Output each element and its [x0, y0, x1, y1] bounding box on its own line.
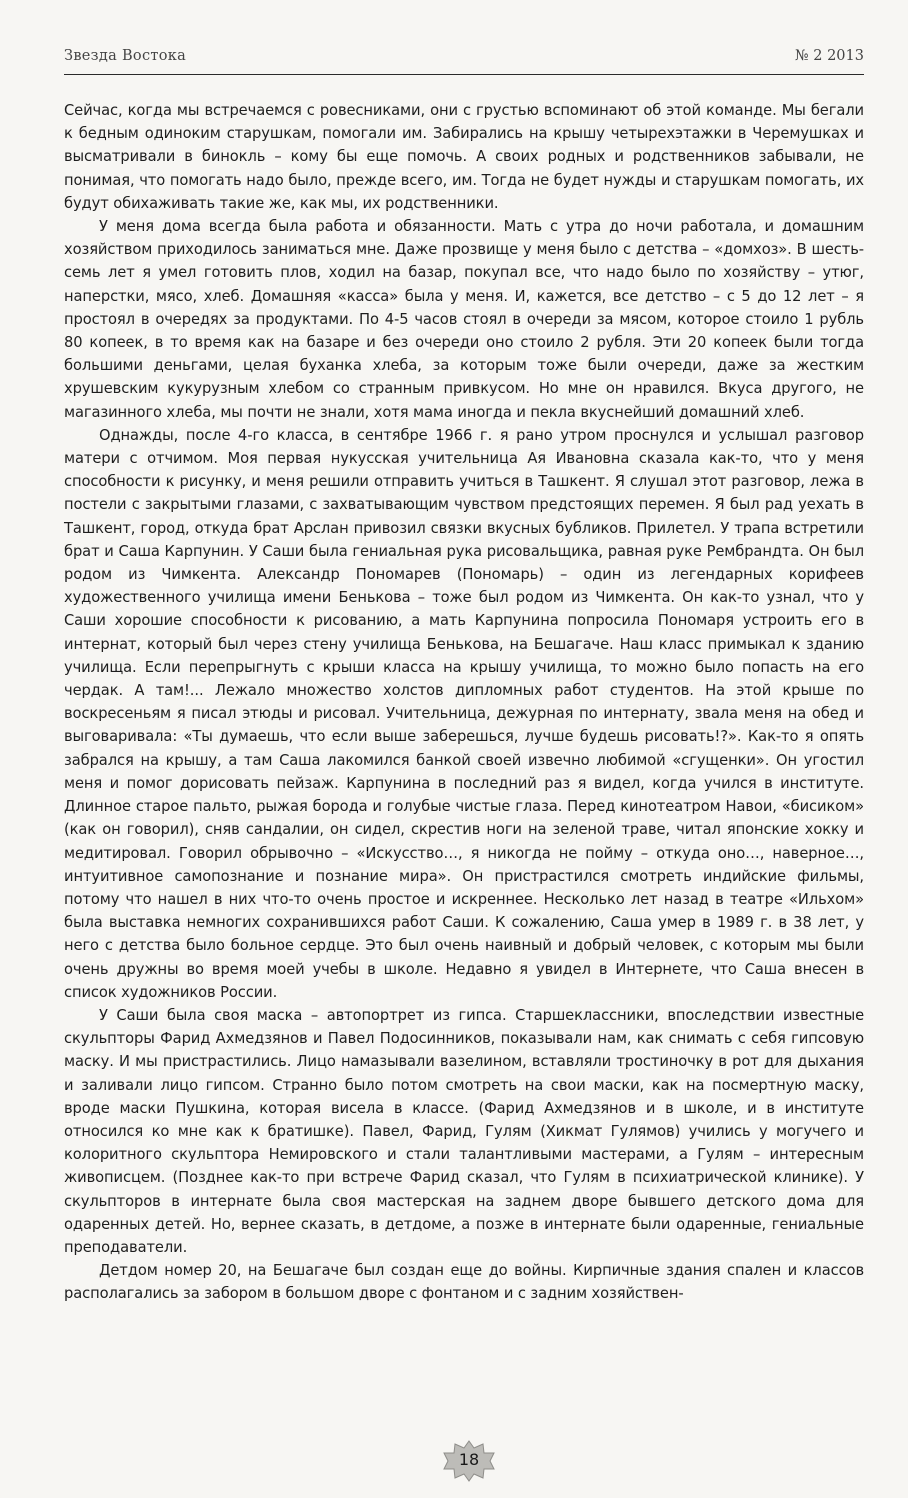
running-header	[64, 48, 864, 75]
paragraph: У меня дома всегда была работа и обязанности. Мать с утра до ночи работала, и домашним хозяйством приходилось заниматься мне. Даже прозвище у меня было с детства – «домхоз». В шесть-семь лет я умел готовить плов, ходил на базар, покупал все, что надо было по хозяйству – утюг, наперстки, мясо, хлеб. Домашняя «касса» была у меня. И, кажется, все детство – с 5 до 12 лет – я простоял в очередях за продуктами. По 4-5 часов стоял в очереди за мясом, которое стоило 1 рубль 80 копеек, в то время как на базаре и без очереди оно стоило 2 рубля. Эти 20 копеек были тогда большими деньгами, целая буханка хлеба, за которым тоже были очереди, даже за жестким хрушевским кукурузным хлебом со странным привкусом. Но мне он нравился. Вкуса другого, не магазинного хлеба, мы почти не знали, хотя мама иногда и пекла вкуснейший домашний хлеб.	[64, 218, 864, 421]
paragraph: Детдом номер 20, на Бешагаче был создан еще до войны. Кирпичные здания спален и классов располагались за забором в большом дворе с фонтаном и с задним хозяйствен-	[64, 1262, 864, 1303]
page-number: 18	[458, 1450, 480, 1469]
paragraph: Однажды, после 4-го класса, в сентябре 1966 г. я рано утром проснулся и услышал разговор матери с отчимом. Моя первая нукусская учительница Ая Ивановна сказала как-то, что у меня способности к рисунку, и меня решили отправить учиться в Ташкент. Я слушал этот разговор, лежа в постели с закрытыми глазами, с захватывающим чувством предстоящих перемен. Я был рад уехать в Ташкент, город, откуда брат Арслан привозил связки вкусных бубликов. Прилетел. У трапа встретили брат и Саша Карпунин. У Саши была гениальная рука рисовальщика, равная руке Рембрандта. Он был родом из Чимкента. Александр Пономарев (Пономарь) – один из легендарных корифеев художественного училища имени Бенькова – тоже был родом из Чимкента. Он как-то узнал, что у Саши хорошие способности к рисованию, а мать Карпунина попросила Пономаря устроить его в интернат, который был через стену училища Бенькова, на Бешагаче. Наш класс примыкал к зданию училища. Если перепрыгнуть с крыши класса на крышу училища, то можно было попасть на его чердак. А там!... Лежало множество холстов дипломных работ студентов. На этой крыше по воскресеньям я писал этюды и рисовал. Учительница, дежурная по интернату, звала меня на обед и выговаривала: «Ты думаешь, что если выше заберешься, лучше будешь рисовать!?». Как-то я опять забрался на крышу, а там Саша лакомился банкой своей извечно любимой «сгущенки». Он угостил меня и помог дорисовать пейзаж. Карпунина в последний раз я видел, когда учился в институте. Длинное старое пальто, рыжая борода и голубые чистые глаза. Перед кинотеатром Навои, «бисиком» (как он говорил), сняв сандалии, он сидел, скрестив ноги на зеленой траве, читал японские хокку и медитировал. Говорил обрывочно – «Искусство…, я никогда не пойму – откуда оно…, наверное…, интуитивное самопознание и познание мира». Он пристрастился смотреть индийские фильмы, потому что нашел в них что-то очень простое и искреннее. Несколько лет назад в театре «Ильхом» была выставка немногих сохранившихся работ Саши. К сожалению, Саша умер в 1989 г. в 38 лет, у него с детства было больное сердце. Это был очень наивный и добрый человек, с которым мы были очень дружны во время моей учебы в школе. Недавно я увидел в Интернете, что Саша внесен в список художников России.	[64, 426, 864, 1001]
paragraph: У Саши была своя маска – автопортрет из гипса. Старшеклассники, впоследствии известные скульпторы Фарид Ахмедзянов и Павел Подосинников, показывали нам, как снимать с себя гипсовую маску. И мы пристрастились. Лицо намазывали вазелином, вставляли тростиночку в рот для дыхания и заливали лицо гипсом. Странно было потом смотреть на свои маски, как на посмертную маску, вроде маски Пушкина, которая висела в классе. (Фарид Ахмедзянов и в школе, и в институте относился ко мне как к братишке). Павел, Фарид, Гулям (Хикмат Гулямов) учились у могучего и колоритного скульптора Немировского и стали талантливыми мастерами, а Гулям – интересным живописцем. (Позднее как-то при встрече Фарид сказал, что Гулям в психиатрической клинике). У скульпторов в интернате была своя мастерская на заднем дворе бывшего детского дома для одаренных детей. Но, вернее сказать, в детдоме, а позже в интернате были одаренные, гениальные преподаватели.	[64, 1006, 864, 1256]
journal-title: Звезда Востока	[64, 48, 187, 64]
issue-number: № 2 2013	[794, 48, 864, 64]
page-number-badge	[438, 1440, 500, 1482]
paragraph: Сейчас, когда мы встречаемся с ровесниками, они с грустью вспоминают об этой команде. Мы бегали к бедным одиноким старушкам, помогали им. Забирались на крышу четырехэтажки в Черемушках и высматривали в бинокль – кому бы еще помочь. А своих родных и родственников забывали, не понимая, что помогать надо было, прежде всего, им. Тогда не будет нужды и старушкам помогать, их будут обихаживать такие же, как мы, их родственники.	[64, 102, 864, 212]
article-body	[64, 99, 864, 1306]
